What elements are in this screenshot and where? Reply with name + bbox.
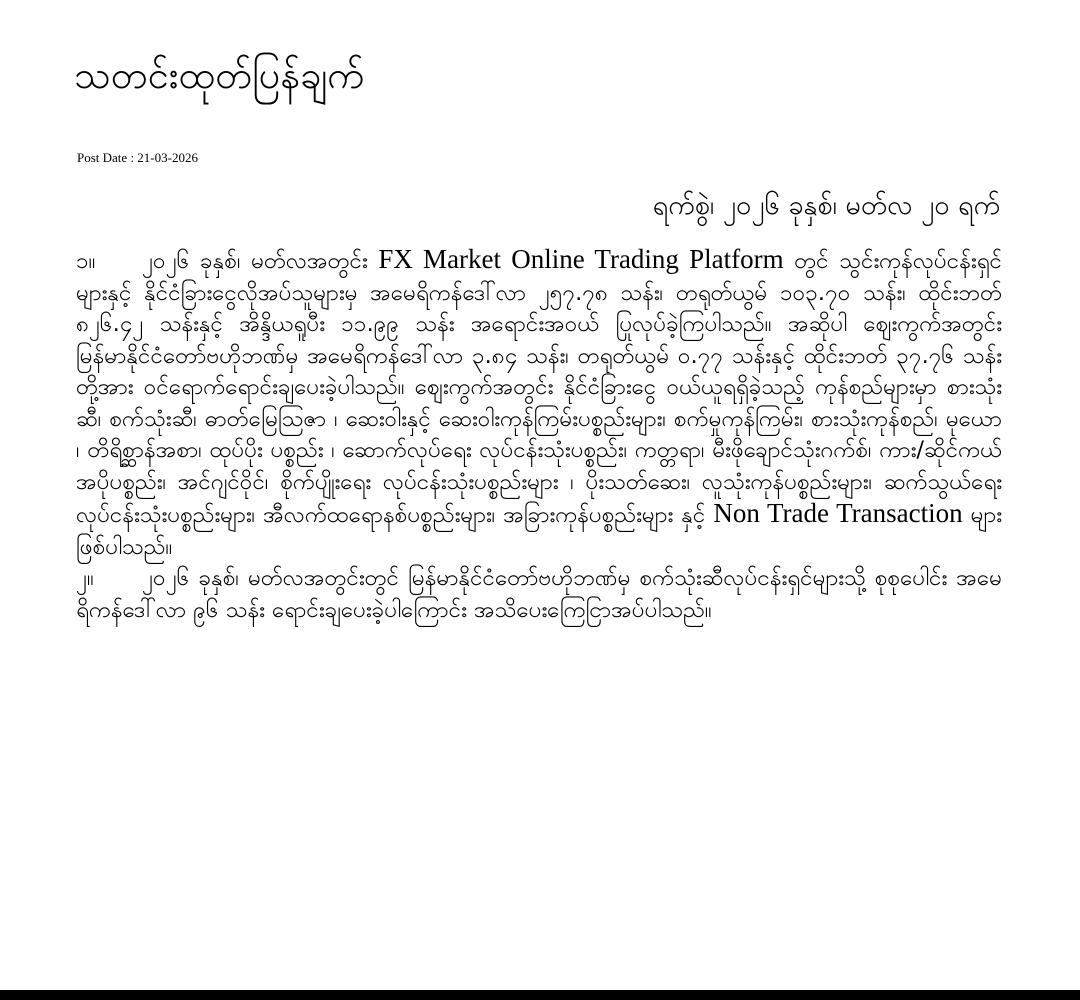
paragraph-text: ၂၀၂၆ ခုနှစ်၊ မတ်လအတွင်း [142,248,368,274]
document-body [76,244,1002,626]
post-date: Post Date : 21-03-2026 [77,150,198,165]
paragraph-text: များဖြစ်ပါသည်။ [76,502,1003,560]
paragraph-text: တွင် သွင်းကုန်လုပ်ငန်းရှင်များနှင့် နိုင်ငံခြားငွေလိုအပ်သူများမှ အမေရိကန်ဒေါ်လာ ၂၅၇.၇၈ သန်း၊ တရုတ်ယွမ် ၁၀၃.၇၀ သန်း၊ ထိုင်းဘတ် ၈၂၆.၄၂ သန်းနှင့် အိန္ဒိယရူပီး ၁၁.၉၉ သန်း အရောင်းအဝယ် ပြုလုပ်ခဲ့ကြပါသည်။ အဆိုပါ ဈေးကွက်အတွင်း မြန်မာနိုင်ငံတော်ဗဟိုဘဏ်မှ အမေရိကန်ဒေါ်လာ ၃.၈၄ သန်း၊ တရုတ်ယွမ် ၀.၇၇ သန်းနှင့် ထိုင်းဘတ် ၃၇.၇၆ သန်းတို့အား ဝင်ရောက်ရောင်းချပေးခဲ့ပါသည်။ ဈေးကွက်အတွင်း နိုင်ငံခြားငွေ ဝယ်ယူရရှိခဲ့သည့် ကုန်စည်များမှာ စားသုံးဆီ၊ စက်သုံးဆီ၊ ဓာတ်မြေဩဇာ ၊ ဆေးဝါးနှင့် ဆေးဝါးကုန်ကြမ်းပစ္စည်းများ၊ စက်မှုကုန်ကြမ်း၊ စားသုံးကုန်စည်၊ မုယော ၊ တိရိစ္ဆာန်အစာ၊ ထုပ်ပိုး ပစ္စည်း ၊ ဆောက်လုပ်ရေး လုပ်ငန်းသုံးပစ္စည်း၊ ကတ္တရာ၊ မီးဖိုချောင်သုံးဂက်စ်၊ ကား/ဆိုင်ကယ် အပိုပစ္စည်း၊ အင်ဂျင်ဝိုင်၊ စိုက်ပျိုးရေး လုပ်ငန်းသုံးပစ္စည်းများ ၊ ပိုးသတ်ဆေး၊ လူသုံးကုန်ပစ္စည်းများ၊ ဆက်သွယ်ရေးလုပ်ငန်းသုံးပစ္စည်းများ၊ အီလက်ထရောနစ်ပစ္စည်းများ၊ အခြားကုန်ပစ္စည်းများ နှင့် [76,248,1002,528]
paragraph-number: ၁။ [76,248,96,274]
paragraph-number: ၂။ [76,565,94,591]
paragraph-text: ၂၀၂၆ ခုနှစ်၊ မတ်လအတွင်းတွင် မြန်မာနိုင်ငံတော်ဗဟိုဘဏ်မှ စက်သုံးဆီလုပ်ငန်းရှင်များသို့ စုစုပေါင်း အမေရိကန်ဒေါ်လာ ၉၆ သန်း ရောင်းချပေးခဲ့ပါကြောင်း အသိပေးကြေငြာအပ်ပါသည်။ [76,565,1002,623]
paragraph-1 [76,244,1002,563]
document-title: သတင်းထုတ်ပြန်ချက် [74,53,365,97]
platform-name: FX Market Online Trading Platform [378,244,784,274]
paragraph-2 [76,563,1002,626]
transaction-type: Non Trade Transaction [713,498,963,528]
bottom-border [0,990,1080,1000]
date-line: ရက်စွဲ၊ ၂၀၂၆ ခုနှစ်၊ မတ်လ ၂၀ ရက် [652,190,1000,221]
